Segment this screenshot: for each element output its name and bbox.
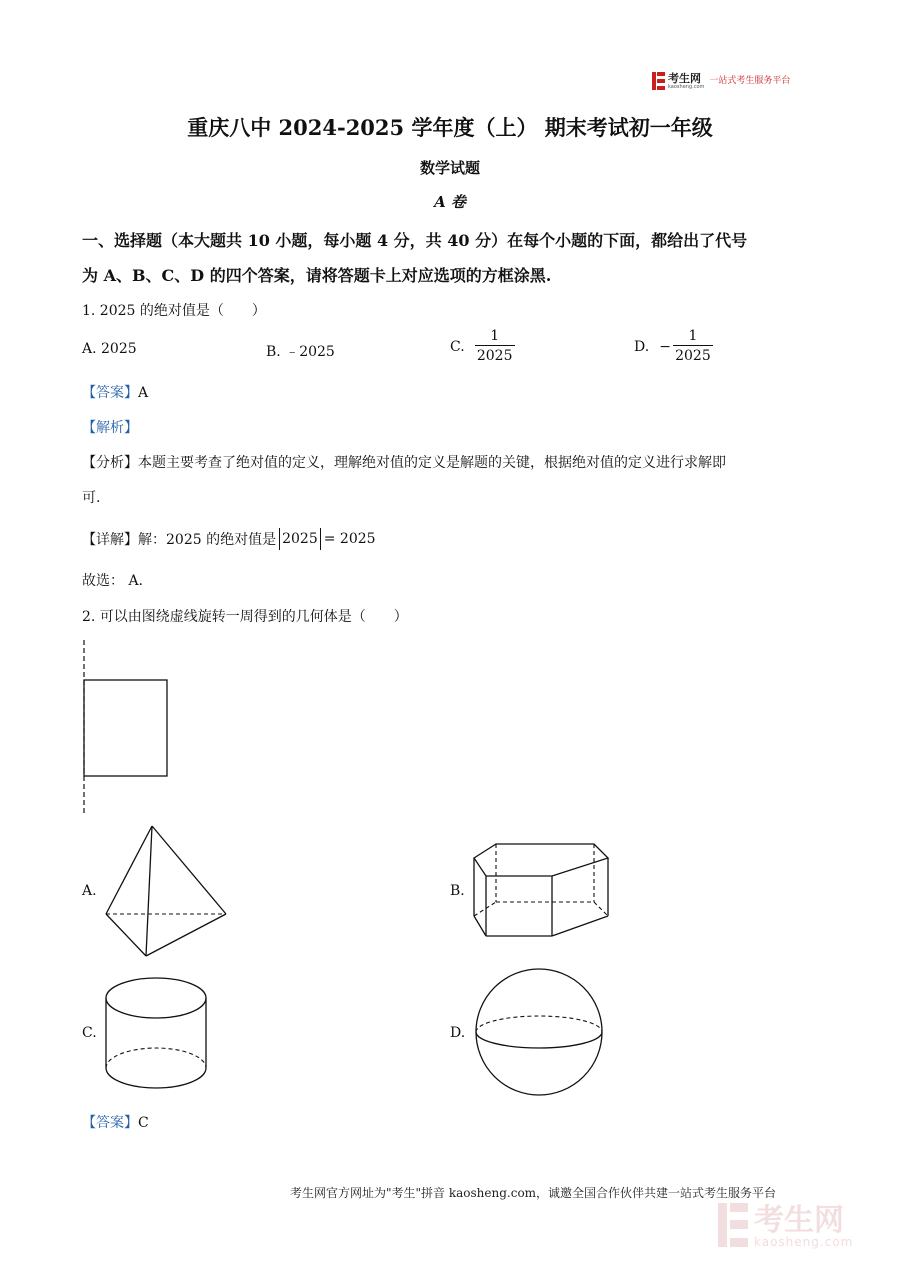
q1-option-a: A. 2025 [82, 341, 137, 357]
q1-fenxi-line2: 可. [82, 490, 101, 506]
q1-choice: 故选： A. [82, 573, 144, 589]
q1-analysis-tag: 【解析】 [82, 420, 138, 436]
detail-abs-expression [279, 528, 321, 550]
answer-value: C [138, 1115, 149, 1131]
page-subtitle: 数学试题 [419, 159, 480, 177]
fraction-numerator: 1 [688, 328, 698, 344]
fraction-denominator: 2025 [675, 348, 711, 364]
q1-option-d-fraction [673, 327, 713, 366]
q1-fenxi-line1 [82, 452, 822, 472]
q2-option-d-sphere-figure [470, 966, 610, 1100]
fraction-denominator: 2025 [476, 348, 513, 364]
q1-answer [82, 382, 148, 402]
kaosheng-logo-icon [652, 72, 665, 90]
watermark-logo-icon [718, 1203, 748, 1251]
q1-detail [82, 528, 376, 550]
q1-option-c [450, 327, 515, 366]
watermark [718, 1203, 853, 1251]
logo-url: kaosheng.com [668, 83, 705, 90]
q2-stem: 2. 可以由图绕虚线旋转一周得到的几何体是（ ） [82, 609, 408, 625]
q2-option-a-pyramid-figure [100, 820, 235, 960]
page-title: 重庆八中 2024-2025 学年度（上） 期末考试初一年级 [187, 115, 713, 140]
fenxi-text: 本题主要考查了绝对值的定义，理解绝对值的定义是解题的关键，根据绝对值的定义进行求解即 [138, 455, 726, 471]
q1-option-d-label: D. [634, 338, 650, 355]
logo-text-block [668, 73, 704, 90]
watermark-text-block [754, 1203, 854, 1249]
q2-option-b-prism-figure [468, 836, 613, 944]
section1-line2: 为 A、B、C、D 的四个答案，请将答题卡上对应选项的方框涂黑. [82, 266, 552, 285]
page-footer: 考生网官方网址为"考生"拼音 kaosheng.com，诚邀全国合作伙伴共建一站式考生服务平台 [290, 1186, 777, 1200]
header-logo [652, 72, 790, 90]
q1-option-c-label: C. [450, 338, 465, 355]
q2-option-a-label: A. [82, 883, 97, 899]
volume-label: A 卷 [434, 193, 466, 211]
q1-option-c-fraction [475, 327, 515, 366]
q2-option-c-label: C. [82, 1025, 97, 1041]
q2-answer [82, 1112, 149, 1132]
q1-option-d-sign: − [659, 338, 671, 355]
q2-option-c-cylinder-figure [100, 970, 215, 1098]
fraction-numerator: 1 [490, 328, 500, 344]
q2-option-d-label: D. [450, 1025, 466, 1041]
watermark-url: kaosheng.com [754, 1235, 854, 1249]
q1-option-d [634, 327, 713, 366]
q1-stem: 1. 2025 的绝对值是（ ） [82, 303, 266, 319]
detail-tag: 【详解】 [82, 532, 138, 548]
q2-option-b-label: B. [450, 883, 465, 899]
detail-abs-value: 2025 [282, 531, 318, 547]
q1-option-b: B. ﹣2025 [266, 344, 335, 360]
q2-rectangle-figure [70, 638, 190, 818]
logo-slogan: 一站式考生服务平台 [709, 75, 791, 86]
watermark-text: 考生网 [754, 1203, 844, 1238]
answer-tag: 【答案】 [82, 385, 138, 401]
detail-result: = 2025 [323, 531, 376, 547]
section1-line1: 一、选择题（本大题共 10 小题，每小题 4 分，共 40 分）在每个小题的下面，都给出了代号 [82, 231, 748, 250]
detail-text: 解：2025 的绝对值是 [138, 532, 277, 548]
fenxi-tag: 【分析】 [82, 455, 138, 471]
answer-value: A [138, 385, 149, 401]
answer-tag: 【答案】 [82, 1115, 138, 1131]
logo-name: 考生网 [668, 71, 701, 85]
